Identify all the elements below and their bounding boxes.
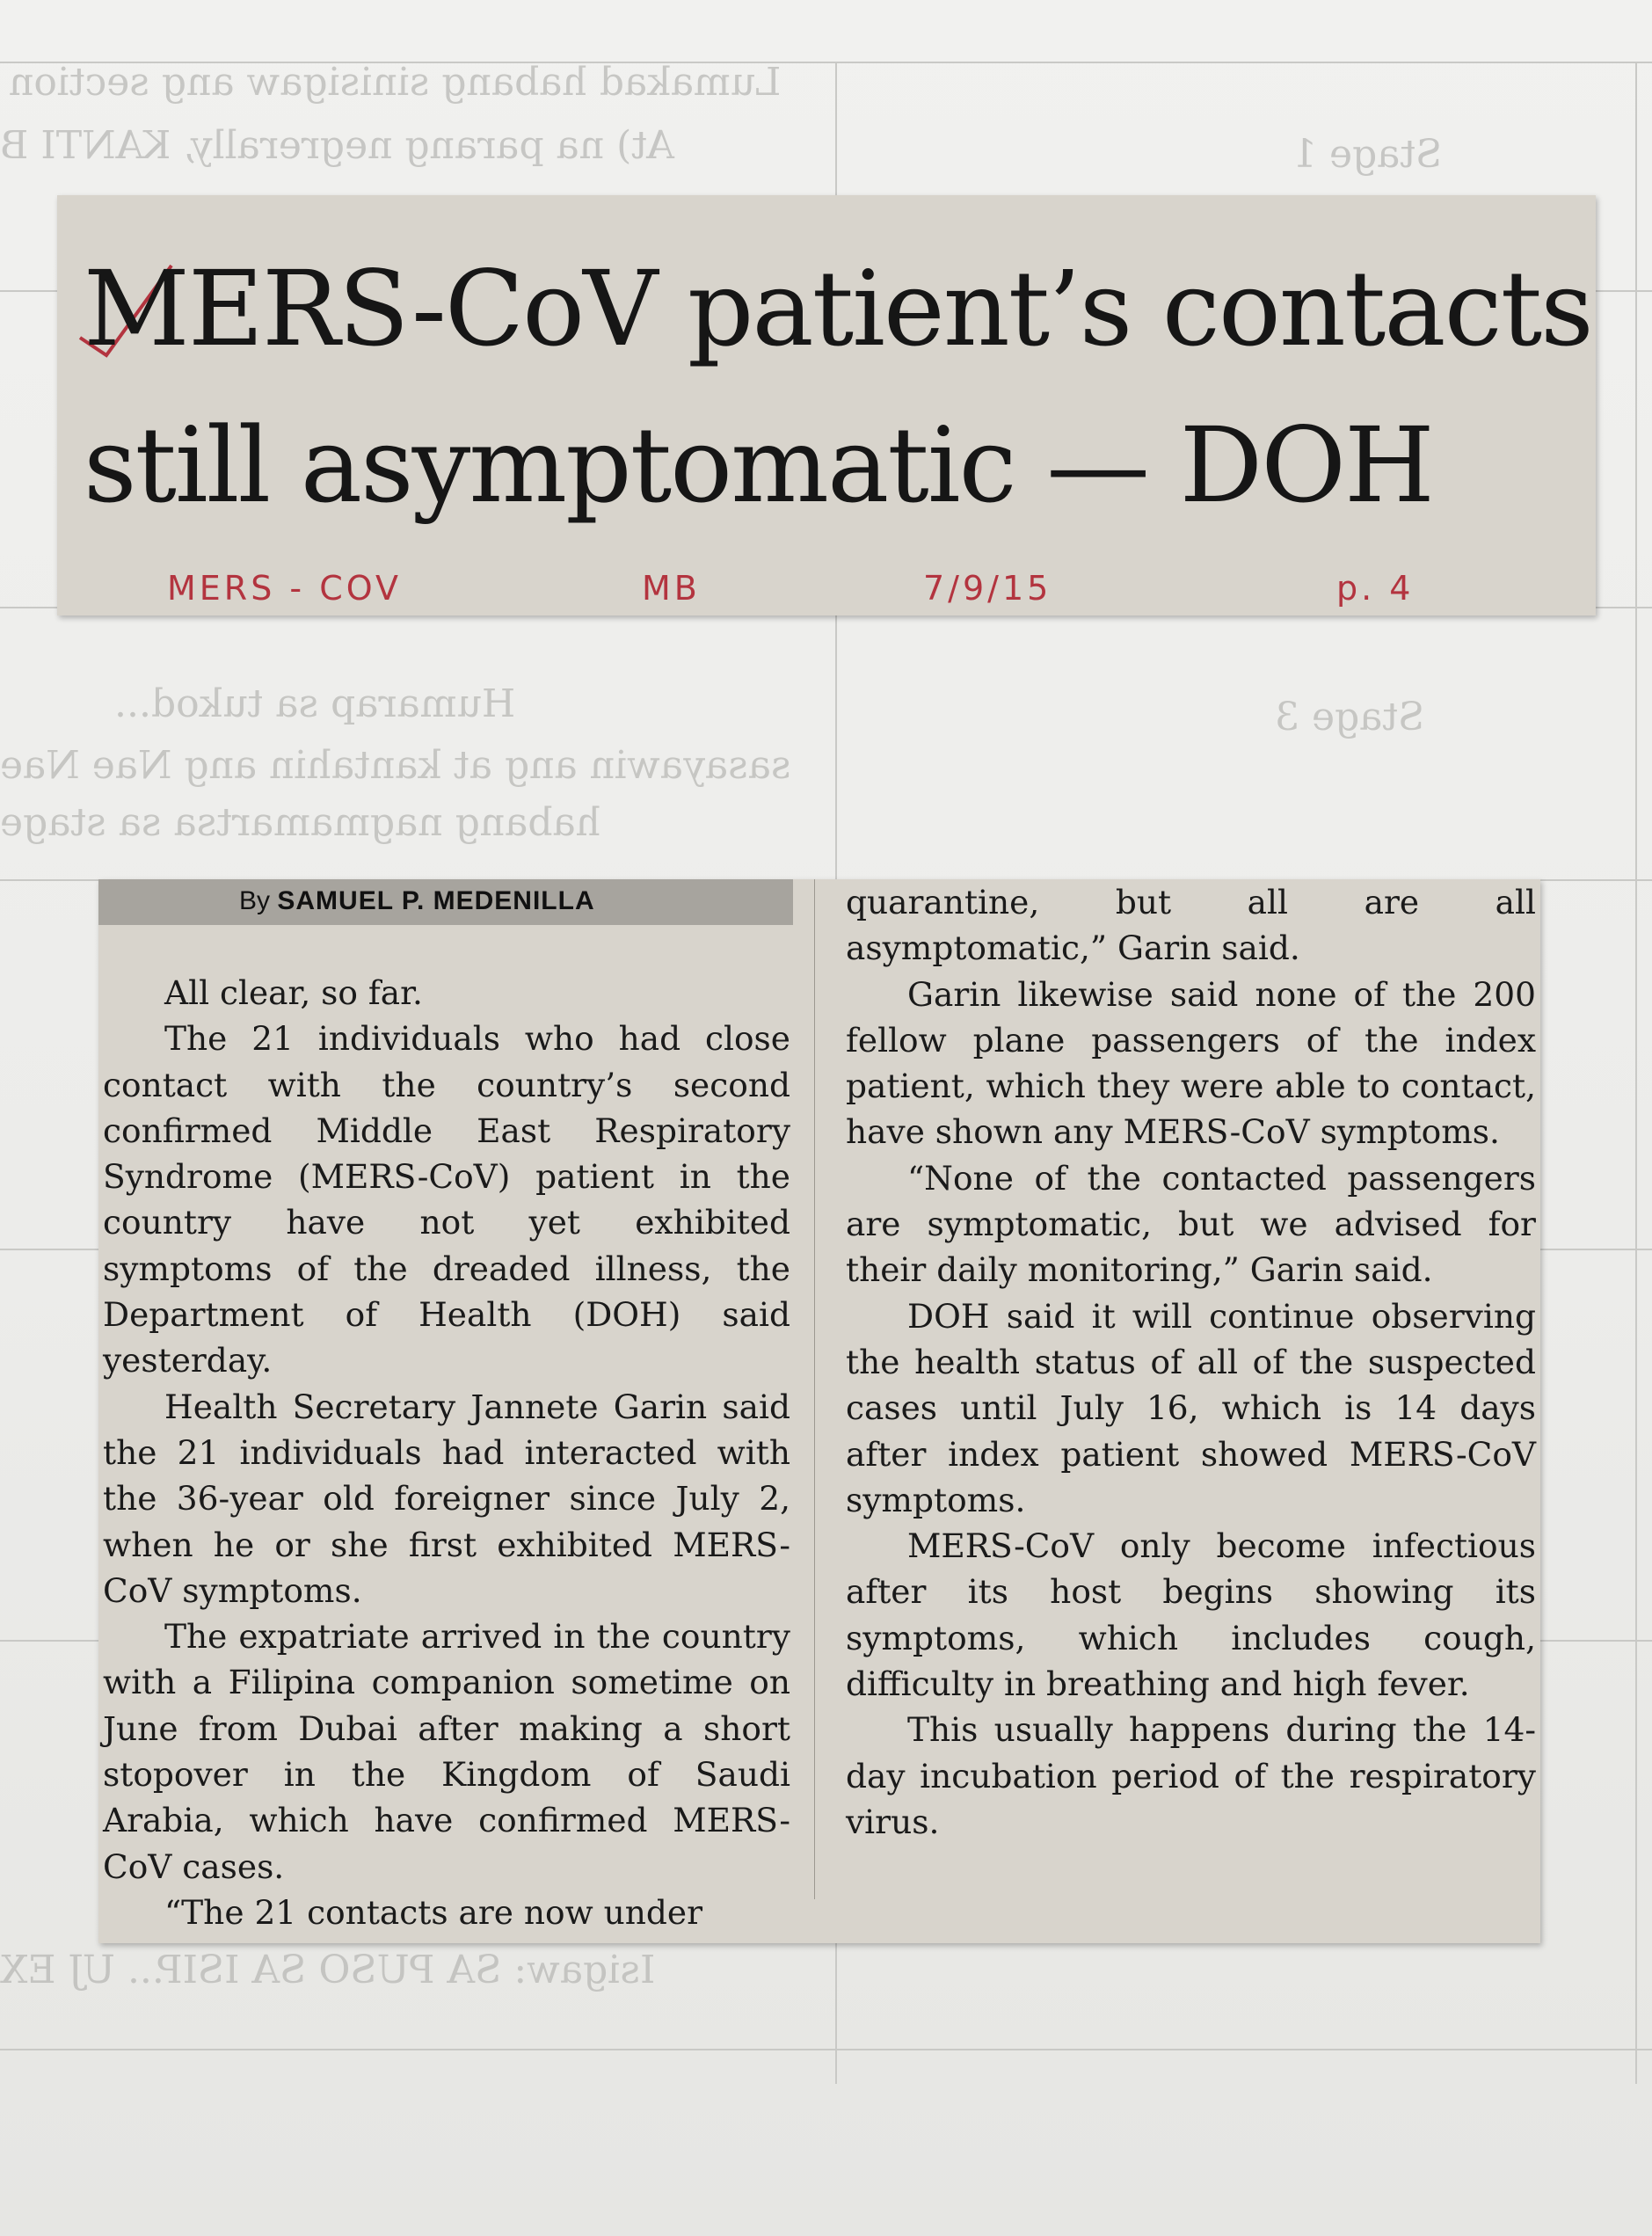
handwritten-source: MB: [642, 569, 701, 608]
bleed-through-text: sasayawin ang at kantahin ang Nae Nae: [0, 743, 791, 788]
byline-prefix: By: [239, 886, 271, 915]
bleed-through-text: Humarap sa tukod...: [114, 681, 516, 726]
handwritten-topic: MERS - COV: [167, 569, 402, 608]
paragraph: DOH said it will continue observing the health status of all of the suspected cases until July 16, which is 14 days after index patient showed MERS-CoV symptoms.: [846, 1296, 1536, 1519]
headline-line-2: still asymptomatic — DOH: [84, 404, 1433, 526]
paragraph: The 21 individuals who had close contact with the country’s second confirmed Middle East Respiratory Syndrome (MERS-CoV) patient in the country have not yet exhibited symptoms of the dreaded illness, the Department of Health (DOH) said yesterday.: [103, 1019, 790, 1380]
column-line: [1635, 62, 1637, 2084]
handwritten-page: p. 4: [1336, 569, 1415, 608]
handwritten-date: 7/9/15: [923, 569, 1052, 608]
article-column-1: [103, 970, 790, 1935]
article-clipping: [98, 879, 1540, 1943]
byline-bar: [98, 879, 793, 925]
headline: [84, 230, 1592, 543]
headline-line-1: MERS-CoV patient’s contacts: [84, 248, 1592, 369]
byline-author: SAMUEL P. MEDENILLA: [277, 886, 595, 915]
paragraph: Health Secretary Jannete Garin said the 21 individuals had interacted with the 36-year old foreigner since July 2, when he or she first exhibited MERS-CoV symptoms.: [103, 1387, 790, 1610]
paragraph: Garin likewise said none of the 200 fellow plane passengers of the index patient, which they were able to contact, have shown any MERS-CoV symptoms.: [846, 974, 1536, 1152]
paragraph: The expatriate arrived in the country with a Filipina companion sometime on June from Dubai after making a short stopover in the Kingdom of Saudi Arabia, which have confirmed MERS-CoV cases.: [103, 1617, 790, 1886]
bleed-through-text: Stage 1: [1292, 132, 1443, 177]
paragraph: “The 21 contacts are now under: [164, 1892, 703, 1932]
paragraph: quarantine, but all are all asymptomatic,” Garin said.: [846, 883, 1536, 968]
article-column-2: [846, 879, 1536, 1845]
bleed-through-text: Lumakad habang sinisigaw ang section: [9, 60, 782, 105]
paragraph: This usually happens during the 14-day incubation period of the respiratory virus.: [846, 1710, 1536, 1841]
byline: [239, 886, 595, 916]
bleed-through-text: habang nagmamartsa sa stage: [0, 800, 601, 845]
bleed-through-text: Isigaw: SA PUSO SA ISIP... UJ EX: [0, 1948, 656, 1992]
paragraph: MERS-CoV only become infectious after its host begins showing its symptoms, which includes cough, difficulty in breathing and high fever.: [846, 1526, 1536, 1704]
bleed-through-text: Stage 3: [1275, 695, 1425, 739]
ruled-line: [0, 2049, 1652, 2050]
headline-clipping: [57, 195, 1596, 615]
bleed-through-text: At) na parang negrerally, KANTI B: [0, 123, 674, 168]
column-divider: [814, 879, 815, 1899]
paragraph: “None of the contacted passengers are symptomatic, but we advised for their daily monitoring,” Garin said.: [846, 1158, 1536, 1290]
paragraph: All clear, so far.: [164, 973, 423, 1012]
